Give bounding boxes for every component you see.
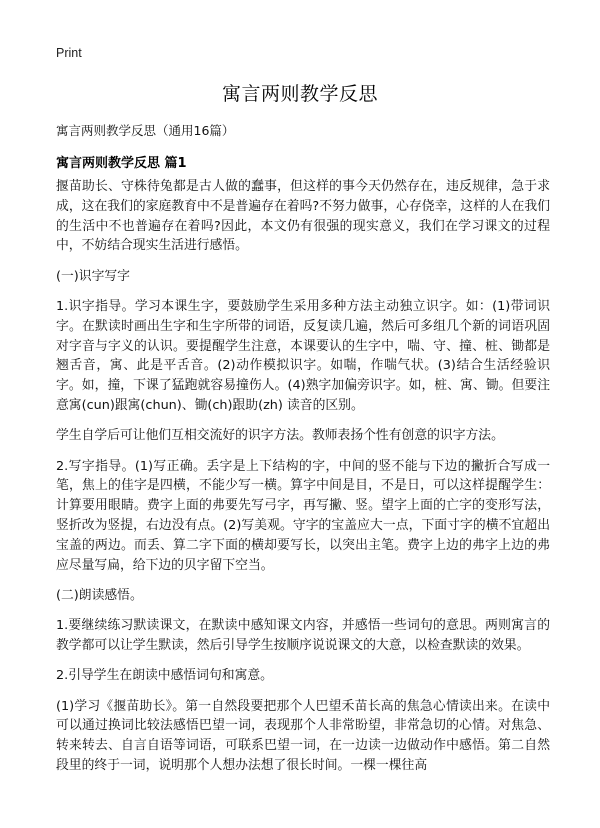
print-link[interactable]: Print [56, 46, 82, 60]
paragraph-literacy-guidance: 1.识字指导。学习本课生字，要鼓励学生采用多种方法主动独立识字。如：(1)带词识字。在默读时画出生字和生字所带的词语，反复读几遍，然后可多组几个新的词语巩固对字音与字义的认识。要提醒学生注意，本课要认的生字中，喘、守、撞、桩、锄都是翘舌音，寓、此是平舌音。(2)动作模拟识字。如喘，作喘气状。(3)结合生活经验识字。如，撞，下课了猛跑就容易撞伤人。(4)熟字加偏旁识字。如，桩、寓、锄。但要注意寓(cun)跟寓(chun)、锄(ch)跟助(zh) 读音的区别。 [56, 298, 550, 413]
paragraph-reading-guidance: 2.引导学生在朗读中感悟词句和寓意。 [56, 668, 273, 684]
document-title: 寓言两则教学反思 [221, 83, 378, 105]
paragraph-self-study: 学生自学后可让他们互相交流好的识字方法。教师表扬个性有创意的识字方法。 [56, 428, 504, 444]
paragraph-silent-reading: 1.要继续练习默读课文，在默读中感知课文内容，并感悟一些词句的意思。两则寓言的教学都可以让学生默读，然后引导学生按顺序说说课文的大意，以检查默读的效果。 [56, 618, 550, 653]
paragraph-fable-study: (1)学习《揠苗助长》。第一自然段要把那个人巴望禾苗长高的焦急心情读出来。在读中可以通过换词比较法感悟巴望一词，表现那个人非常盼望，非常急切的心情。对焦急、转来转去、自言自语等词语，可联系巴望一词，在一边读一边做动作中感悟。第二自然段里的终于一词，说明那个人想办法想了很长时间。一棵一棵往高 [56, 698, 550, 773]
document-subtitle: 寓言两则教学反思（通用16篇） [56, 123, 235, 138]
subheading-literacy: (一)识字写字 [56, 268, 130, 284]
paragraph-intro: 揠苗助长、守株待兔都是古人做的蠢事，但这样的事今天仍然存在，违反规律，急于求成，这在我们的家庭教育中不是普遍存在着吗?不努力做事，心存侥幸，这样的人在我们的生活中不也普遍存在着吗?因此，本文仍有很强的现实意义，我们在学习课文的过程中，不妨结合现实生活进行感悟。 [56, 179, 550, 254]
article-body [56, 177, 550, 786]
section-heading: 寓言两则教学反思 篇1 [56, 156, 187, 171]
paragraph-writing-guidance: 2.写字指导。(1)写正确。丢字是上下结构的字，中间的竖不能与下边的撇折合写成一笔，焦上的佳字是四横，不能少写一横。算字中间是目，不是日，可以这样提醒学生：计算要用眼睛。费字上面的弗要先写弓字，再写撇、竖。望字上面的亡字的变形写法，竖折改为竖提，右边没有点。(2)写美观。守字的宝盖应大一点，下面寸字的横不宜超出宝盖的两边。而丢、算二字下面的横却要写长，以突出主笔。费字上边的弗字上边的弗应尽量写扁，给下边的贝字留下空当。 [56, 458, 550, 573]
subheading-reading: (二)朗读感悟。 [56, 587, 143, 603]
